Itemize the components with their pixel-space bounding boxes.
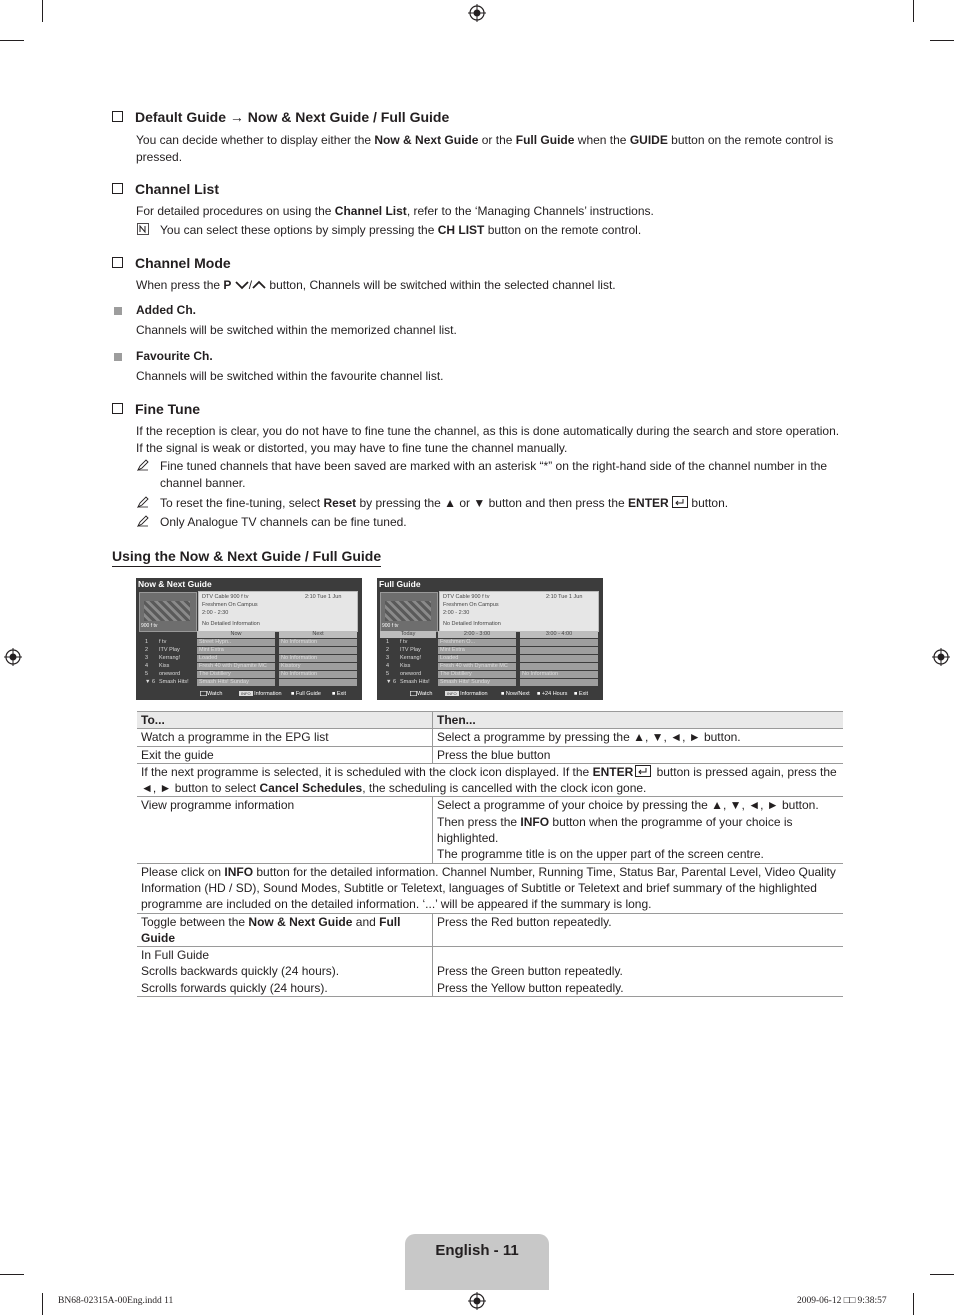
- checkbox-bullet-icon: [112, 257, 123, 268]
- crop-mark: [930, 1274, 954, 1275]
- row-number: ▼ 6: [145, 679, 156, 685]
- row-programme-a: The Distillery: [438, 671, 516, 678]
- row-programme-a: Smash Hits! Sunday: [197, 679, 275, 686]
- section-heading-channel-mode: Channel Mode: [112, 255, 231, 271]
- row-programme-b: [279, 679, 357, 686]
- footer-full-guide: ■ Full Guide: [291, 691, 321, 697]
- row-channel: oneword: [159, 671, 181, 677]
- guide-row[interactable]: [380, 639, 598, 646]
- registration-mark-icon: [932, 648, 950, 666]
- row-programme-b: [520, 639, 598, 646]
- guide-row[interactable]: [139, 655, 357, 662]
- row-programme-b: No Information: [279, 639, 357, 646]
- footer-exit: ■ Exit: [332, 691, 347, 697]
- guide-row[interactable]: [380, 679, 598, 686]
- crop-mark: [913, 0, 914, 22]
- row-programme-b: [520, 647, 598, 654]
- registration-mark-icon: [468, 4, 486, 22]
- row-number: 4: [145, 663, 149, 669]
- row-programme-b: [520, 655, 598, 662]
- footer-timestamp: 2009-06-12 □□ 9:38:57: [797, 1296, 887, 1306]
- guide-row[interactable]: [380, 671, 598, 678]
- table-row: If the next programme is selected, it is scheduled with the clock icon displayed. If the ENTER button is pressed again, press the ◄, ► button to select Cancel Schedules, the scheduling is cancelled with the clock icon gone.: [137, 763, 843, 797]
- row-programme-b: Kisstory: [279, 663, 357, 670]
- footer-watch: Watch: [200, 691, 222, 697]
- registration-mark-icon: [468, 1292, 486, 1310]
- crop-mark: [42, 0, 43, 22]
- row-channel: oneword: [400, 671, 422, 677]
- guide-row[interactable]: [380, 647, 598, 654]
- row-number: 1: [145, 639, 149, 645]
- table-header-row: [137, 712, 843, 729]
- footer-file-name: BN68-02315A-00Eng.indd 11: [58, 1296, 174, 1306]
- footer-exit: ■ Exit: [574, 691, 589, 697]
- crop-mark: [913, 1293, 914, 1315]
- row-programme-b: [520, 679, 598, 686]
- enter-key-icon: [635, 765, 651, 777]
- row-channel: Kiss: [159, 663, 170, 669]
- row-channel: f tv: [159, 639, 167, 645]
- enter-key-icon: [200, 691, 207, 696]
- enter-key-icon: [672, 496, 688, 508]
- column-slot-a: 2:00 - 3:00: [438, 631, 516, 638]
- footer-watch: Watch: [410, 691, 432, 697]
- table-row: Toggle between the Now & Next Guide and Full Guide Press the Red button repeatedly.: [137, 913, 843, 947]
- row-number: 3: [145, 655, 149, 661]
- row-channel: Kerrang!: [400, 655, 422, 661]
- row-programme-a: The Distillery: [197, 671, 275, 678]
- crop-mark: [930, 40, 954, 41]
- added-ch-description: Channels will be switched within the memorized channel list.: [136, 323, 457, 337]
- programme-info-panel: DTV Cable 900 f tv 2:10 Tue 1 Jun Freshmen On Campus 2:00 - 2:30 No Detailed Information: [439, 591, 599, 632]
- square-bullet-icon: [114, 353, 122, 361]
- table-row: View programme information Select a programme of your choice by pressing the ▲, ▼, ◄, ► button. Then press the INFO button when the programme of your choice is highlighted. The programme title is on the upper part of the screen centre.: [137, 797, 843, 863]
- square-bullet-icon: [114, 307, 122, 315]
- row-programme-b: No Information: [279, 671, 357, 678]
- favourite-ch-description: Channels will be switched within the favourite channel list.: [136, 369, 444, 383]
- section-heading-channel-list: Channel List: [112, 181, 219, 197]
- row-programme-a: Street Hypn..: [197, 639, 275, 646]
- row-programme-b: [520, 663, 598, 670]
- header-to: To...: [137, 712, 433, 729]
- enter-key-icon: [410, 691, 417, 696]
- section-heading-default-guide: Default Guide → Now & Next Guide / Full Guide: [112, 109, 449, 125]
- row-channel: Kerrang!: [159, 655, 181, 661]
- footer-information: INFO Information: [241, 691, 282, 697]
- footer-information: INFO Information: [447, 691, 488, 697]
- guide-section-title: Using the Now & Next Guide / Full Guide: [112, 548, 381, 567]
- page-number-tab: [405, 1234, 549, 1290]
- column-now: Now: [197, 631, 275, 638]
- row-number: 1: [386, 639, 390, 645]
- row-programme-a: Mint Extra: [197, 647, 275, 654]
- row-programme-a: Fresh 40 with Dynamite MC: [197, 663, 275, 670]
- note-icon: [137, 515, 149, 527]
- row-programme-a: Fresh 40 with Dynamite MC: [438, 663, 516, 670]
- guide-row[interactable]: [380, 655, 598, 662]
- note-icon: [137, 459, 149, 471]
- crop-mark: [0, 1274, 24, 1275]
- row-programme-a: Loaded: [438, 655, 516, 662]
- row-programme-b: No Information: [279, 655, 357, 662]
- row-number: 5: [386, 671, 390, 677]
- crop-mark: [0, 40, 24, 41]
- fine-tune-note-analogue: Only Analogue TV channels can be fine tuned.: [160, 515, 407, 529]
- row-channel: Kiss: [400, 663, 411, 669]
- table-row: Please click on INFO button for the detailed information. Channel Number, Running Time, Status Bar, Parental Level, Video Quality Information (HD / SD), Sound Modes, Subtitle or Teletext, languages of Subtitle or Teletext and brief summary of the highlighted programme are included on the detailed information. ‘...’ will be appeared if the summary is long.: [137, 863, 843, 913]
- epg-instructions-table: [137, 711, 843, 997]
- chevron-down-icon: [235, 280, 249, 290]
- column-slot-b: 3:00 - 4:00: [520, 631, 598, 638]
- table-row: In Full Guide Scrolls backwards quickly (24 hours). Scrolls forwards quickly (24 hours). Press the Green button repeatedly. Press the Yellow button repeatedly.: [137, 947, 843, 997]
- table-row: Watch a programme in the EPG list Select a programme by pressing the ▲, ▼, ◄, ► button.: [137, 729, 843, 746]
- guide-row[interactable]: [139, 639, 357, 646]
- row-programme-a: Loaded: [197, 655, 275, 662]
- checkbox-bullet-icon: [112, 403, 123, 414]
- note-icon: [137, 223, 149, 235]
- crop-mark: [42, 1293, 43, 1315]
- row-programme-a: Freshmen O...: [438, 639, 516, 646]
- screen-title: Now & Next Guide: [138, 579, 212, 589]
- guide-row[interactable]: [380, 663, 598, 670]
- note-icon: [137, 496, 149, 508]
- row-programme-b: No Information: [520, 671, 598, 678]
- registration-mark-icon: [4, 648, 22, 666]
- fine-tune-note-asterisk: Fine tuned channels that have been saved are marked with an asterisk “*” on the right-hand side of the channel number in the channel banner.: [160, 459, 828, 490]
- row-number: 3: [386, 655, 390, 661]
- column-today: Today: [380, 631, 436, 638]
- row-number: 4: [386, 663, 390, 669]
- added-ch-title: Added Ch.: [136, 303, 196, 317]
- guide-row[interactable]: [139, 671, 357, 678]
- row-channel: Smash Hits!: [400, 679, 430, 685]
- thumb-label: 900 f tv: [382, 623, 399, 629]
- full-guide-screenshot: [377, 578, 603, 700]
- now-next-guide-screenshot: [136, 578, 362, 700]
- channel-list-description: For detailed procedures on using the Channel List, refer to the ‘Managing Channels’ instructions.: [136, 204, 654, 218]
- guide-row[interactable]: [139, 647, 357, 654]
- checkbox-bullet-icon: [112, 111, 123, 122]
- fine-tune-description: If the reception is clear, you do not have to fine tune the channel, as this is done automatically during the search and store operation. If the signal is weak or distorted, you may have to fine tune the channel manually.: [136, 424, 840, 455]
- screen-title: Full Guide: [379, 579, 421, 589]
- channel-mode-description: When press the P / button, Channels will be switched within the selected channel list.: [136, 278, 616, 292]
- header-then: Then...: [433, 712, 844, 729]
- default-guide-description: You can decide whether to display either the Now & Next Guide or the Full Guide when the GUIDE button on the remote control is pressed.: [136, 133, 834, 164]
- table-row: Exit the guide Press the blue button: [137, 746, 843, 763]
- fine-tune-note-reset: To reset the fine-tuning, select Reset by pressing the ▲ or ▼ button and then press the ENTER button.: [160, 496, 729, 510]
- channel-list-note: You can select these options by simply pressing the CH LIST button on the remote control.: [160, 223, 642, 237]
- row-channel: ITV Play: [159, 647, 180, 653]
- row-number: 5: [145, 671, 149, 677]
- page-label: English - 11: [435, 1242, 519, 1259]
- row-channel: ITV Play: [400, 647, 421, 653]
- favourite-ch-title: Favourite Ch.: [136, 349, 213, 363]
- row-number: 2: [386, 647, 390, 653]
- row-programme-a: Smash Hits! Sunday: [438, 679, 516, 686]
- footer-plus-24-hours: ■ +24 Hours: [537, 691, 568, 697]
- row-number: ▼ 6: [386, 679, 397, 685]
- guide-row[interactable]: [139, 679, 357, 686]
- guide-row[interactable]: [139, 663, 357, 670]
- row-programme-b: [279, 647, 357, 654]
- programme-info-panel: DTV Cable 900 f tv 2:10 Tue 1 Jun Freshmen On Campus 2:00 - 2:30 No Detailed Information: [198, 591, 358, 632]
- row-programme-a: Mint Extra: [438, 647, 516, 654]
- section-heading-fine-tune: Fine Tune: [112, 401, 200, 417]
- thumb-label: 900 f tv: [141, 623, 158, 629]
- row-channel: Smash Hits!: [159, 679, 189, 685]
- row-channel: f tv: [400, 639, 408, 645]
- row-number: 2: [145, 647, 149, 653]
- column-next: Next: [279, 631, 357, 638]
- footer-now-next: ■ Now/Next: [501, 691, 530, 697]
- chevron-up-icon: [252, 280, 266, 290]
- checkbox-bullet-icon: [112, 183, 123, 194]
